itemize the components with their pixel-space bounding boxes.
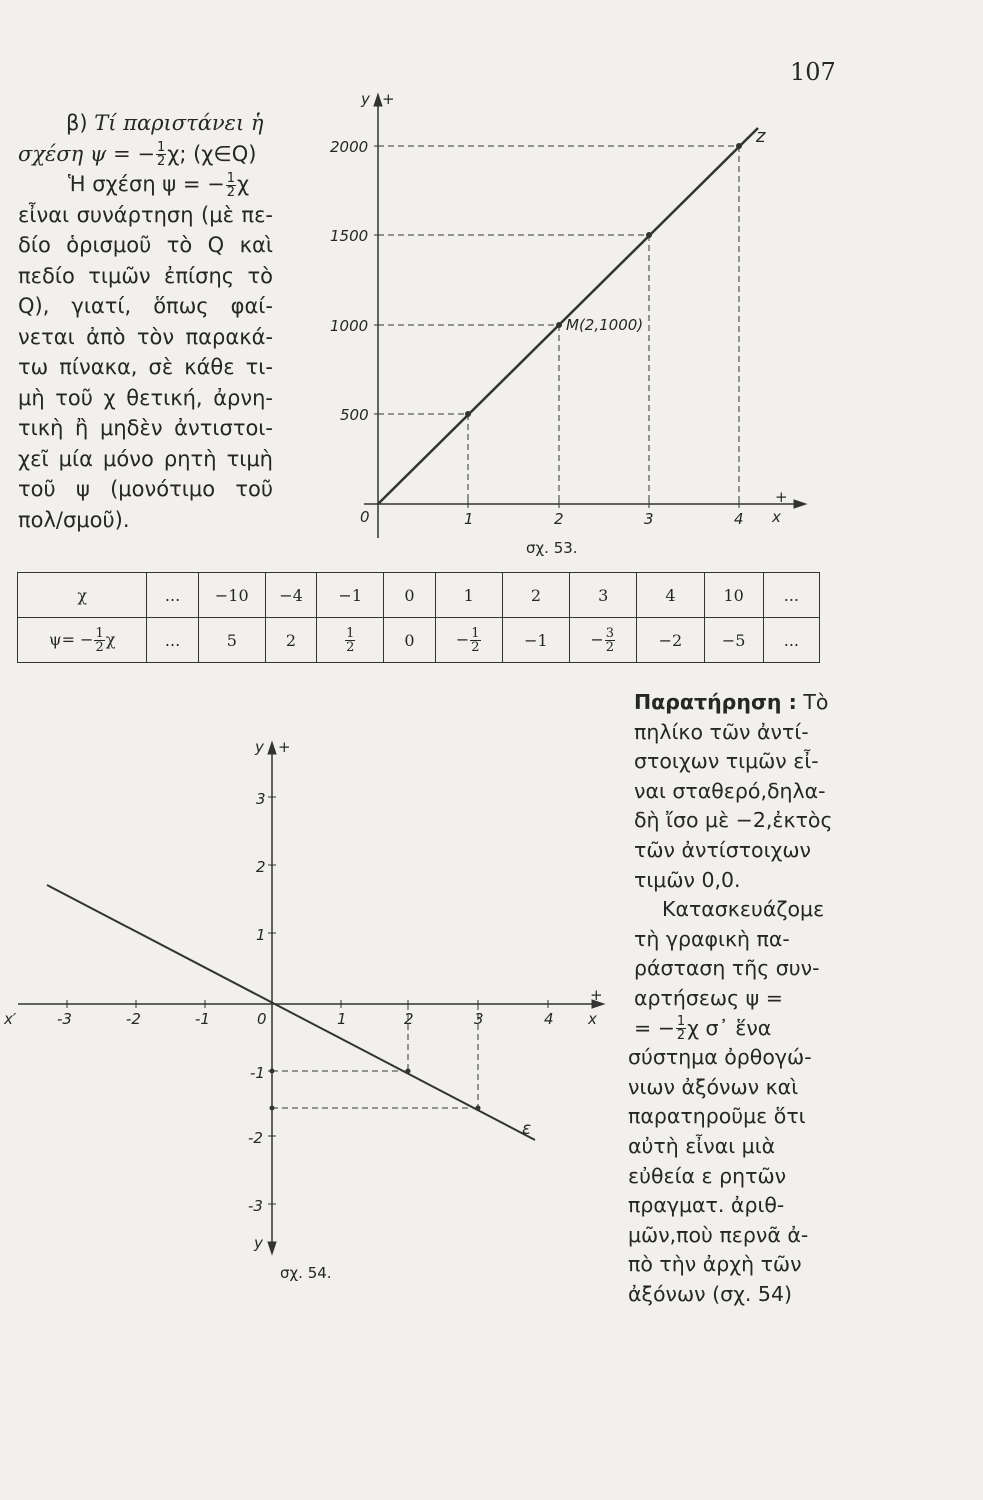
left-line: τω πίνακα, σὲ κάθε τι- xyxy=(18,355,273,379)
table-cell: −5 xyxy=(704,618,763,663)
right-fraction xyxy=(676,1015,686,1042)
fig54-point xyxy=(270,1069,275,1074)
figure-53 xyxy=(330,90,820,565)
table-cell: ... xyxy=(763,618,819,663)
right-frac-a: = − xyxy=(634,1015,675,1040)
fig53-point xyxy=(736,143,742,149)
fig54-line-epsilon xyxy=(47,885,535,1140)
table-cell: ... xyxy=(763,573,819,618)
fig53-tick-label: 1500 xyxy=(330,227,369,245)
fig54-tick-label: 1 xyxy=(256,926,266,944)
right-fraction-line xyxy=(628,1014,826,1044)
right-line: τῶν ἀντίστοιχων xyxy=(634,837,811,862)
frac-denominator: 2 xyxy=(605,639,614,655)
table-cell: −10 xyxy=(198,573,265,618)
right-line: αρτήσεως ψ = xyxy=(634,985,783,1010)
left-line: Q), γιατί, ὅπως φαί- xyxy=(18,294,273,318)
fig54-caption: σχ. 54. xyxy=(280,1264,332,1282)
fig53-y-plus: + xyxy=(382,90,395,108)
right-line: εὐθεία ε ρητῶν xyxy=(628,1163,787,1188)
psi-label-b: χ xyxy=(105,629,116,649)
frac-numerator: 1 xyxy=(676,1014,686,1030)
frac-denominator: 2 xyxy=(676,1028,686,1044)
fig53-point xyxy=(465,411,471,417)
fig53-tick-label: 2000 xyxy=(330,138,369,156)
table-cell: 2 xyxy=(265,618,316,663)
table-header-cell xyxy=(18,618,147,663)
remark-title-line xyxy=(628,688,829,718)
left-line: τοῦ ψ (μονότιμο τοῦ xyxy=(18,477,273,501)
left-line: δίο ὁρισμοῦ τὸ Q καὶ xyxy=(18,233,273,257)
table-cell: 5 xyxy=(198,618,265,663)
left-line: μὴ τοῦ χ θετική, ἀρνη- xyxy=(18,385,273,410)
fig54-x-left-mark: x′ xyxy=(4,1010,17,1028)
fig54-x-plus: + xyxy=(590,986,603,1004)
table-row-psi xyxy=(18,618,820,663)
fig54-tick-label: -2 xyxy=(126,1010,141,1028)
table-cell-fraction xyxy=(435,618,502,663)
frac-denominator: 2 xyxy=(346,639,355,655)
left-line: χεῖ μία μόνο ρητὴ τιμὴ xyxy=(18,446,273,471)
table-cell: −4 xyxy=(265,573,316,618)
figure-54 xyxy=(0,730,620,1290)
right-line: παρατηροῦμε ὅτι xyxy=(628,1104,806,1129)
left-line: πολ/σμοῦ). xyxy=(18,507,130,532)
table-cell: −2 xyxy=(637,618,704,663)
fig54-line-label: ε xyxy=(522,1119,532,1139)
question-text: Τί παριστάνει ἡ xyxy=(94,111,264,135)
question-label: β) xyxy=(66,111,88,135)
right-line: πηλίκο τῶν ἀντί- xyxy=(634,719,809,744)
question-fraction xyxy=(156,141,166,168)
fig54-tick-label: 3 xyxy=(474,1010,484,1028)
frac-numerator: 1 xyxy=(471,625,480,641)
frac-denominator: 2 xyxy=(226,184,235,200)
cell-fraction xyxy=(470,627,480,654)
fig54-tick-label: -2 xyxy=(248,1129,263,1147)
table-cell: ... xyxy=(147,618,198,663)
right-line: δὴ ἴσο μὲ −2,ἐκτὸς xyxy=(634,808,833,833)
fig54-y-arrow-down xyxy=(268,1242,276,1254)
cell-fraction xyxy=(605,627,615,654)
table-cell-fraction xyxy=(317,618,384,663)
fig54-y-label: y xyxy=(255,738,264,756)
left-line: εἶναι συνάρτηση (μὲ πε- xyxy=(18,202,273,227)
table-cell: 0 xyxy=(384,618,435,663)
fig54-point xyxy=(406,1069,411,1074)
right-line: πραγματ. ἀριθ- xyxy=(628,1193,785,1218)
table-cell: ... xyxy=(147,573,198,618)
right-line: αὐτὴ εἶναι μιὰ xyxy=(628,1133,776,1158)
frac-denominator: 2 xyxy=(471,639,480,655)
fig53-tick-label: 2 xyxy=(554,510,564,528)
right-line: Κατασκευάζομε xyxy=(662,897,825,922)
frac-sign: − xyxy=(455,629,470,649)
table-header-cell: χ xyxy=(18,573,147,618)
fig53-tick-label: 4 xyxy=(734,510,744,528)
fig54-tick-label: 1 xyxy=(337,1010,347,1028)
left-line: νεται ἀπὸ τὸν παρακά- xyxy=(18,324,273,349)
question-line xyxy=(18,108,273,139)
fig53-tick-label: 500 xyxy=(340,406,369,424)
table-cell: −1 xyxy=(502,618,569,663)
fig54-tick-label: 2 xyxy=(404,1010,414,1028)
question-relation-a: σχέση ψ = − xyxy=(18,141,155,166)
right-line: ράσταση τῆς συν- xyxy=(634,956,820,981)
fig53-origin: 0 xyxy=(360,508,370,526)
cell-fraction xyxy=(345,627,355,654)
fig54-tick-label: 3 xyxy=(256,790,266,808)
fig54-point xyxy=(476,1106,481,1111)
table-cell: −1 xyxy=(317,573,384,618)
fig53-caption: σχ. 53. xyxy=(526,539,578,557)
right-line: ἀξόνων (σχ. 54) xyxy=(628,1281,793,1306)
frac-numerator: 1 xyxy=(346,625,355,641)
fig54-tick-label: -1 xyxy=(250,1064,265,1082)
fig53-tick-label: 3 xyxy=(644,510,654,528)
fig54-x-label: x xyxy=(588,1010,597,1028)
fig54-origin: 0 xyxy=(257,1010,267,1028)
fig54-y-minus-label: y xyxy=(254,1234,263,1252)
question-relation-b: χ; (χ∈Q) xyxy=(167,141,257,166)
fig54-tick-label: -1 xyxy=(195,1010,210,1028)
right-line: σύστημα ὀρθογώ- xyxy=(628,1045,812,1070)
right-line: τὴ γραφικὴ πα- xyxy=(634,926,790,951)
table-cell: 4 xyxy=(637,573,704,618)
answer-relation-a: Ἡ σχέση ψ = − xyxy=(68,172,225,196)
fig53-line-label: z xyxy=(756,126,766,147)
fig53-x-arrow xyxy=(794,500,806,508)
fig54-tick-label: -3 xyxy=(248,1197,263,1215)
fig53-x-label: x xyxy=(772,508,781,526)
fig54-y-plus: + xyxy=(278,738,291,756)
right-line: πὸ τὴν ἀρχὴ τῶν xyxy=(628,1252,802,1277)
fig53-point-label: M(2,1000) xyxy=(566,316,644,334)
page-number: 107 xyxy=(790,58,836,86)
fig53-x-plus: + xyxy=(775,488,788,506)
answer-relation-b: χ xyxy=(236,172,250,196)
right-line: στοιχων τιμῶν εἶ- xyxy=(634,749,819,774)
right-text-block xyxy=(628,688,833,1309)
right-line: νιων ἀξόνων καὶ xyxy=(628,1074,799,1099)
frac-numerator: 1 xyxy=(95,625,104,641)
frac-denominator: 2 xyxy=(156,154,166,169)
fig54-tick-label: 2 xyxy=(256,858,266,876)
fig54-tick-label: -3 xyxy=(57,1010,72,1028)
fig53-tick-label: 1000 xyxy=(330,317,369,335)
psi-label-a: ψ= − xyxy=(49,629,94,649)
values-table xyxy=(17,572,820,663)
answer-relation xyxy=(18,169,273,200)
table-cell: 2 xyxy=(502,573,569,618)
table-cell: 10 xyxy=(704,573,763,618)
table-cell: 1 xyxy=(435,573,502,618)
right-line: τιμῶν 0,0. xyxy=(634,867,741,892)
frac-numerator: 3 xyxy=(605,625,614,641)
table-cell: 0 xyxy=(384,573,435,618)
remark-title-tail: Τὸ xyxy=(803,690,829,714)
table-cell: 3 xyxy=(570,573,637,618)
frac-numerator: 1 xyxy=(156,140,166,155)
right-line: ναι σταθερό,δηλα- xyxy=(634,778,826,803)
fig54-y-arrow-up xyxy=(268,742,276,754)
right-frac-b: χ σ᾽ ἕνα xyxy=(687,1015,772,1040)
table-row-x xyxy=(18,573,820,618)
psi-label-fraction xyxy=(94,627,104,654)
fig53-tick-label: 1 xyxy=(464,510,474,528)
frac-denominator: 2 xyxy=(95,639,104,655)
table-cell-fraction xyxy=(570,618,637,663)
frac-sign: − xyxy=(590,629,604,649)
left-line: πεδίο τιμῶν ἐπίσης τὸ xyxy=(18,263,273,288)
fig53-y-arrow xyxy=(374,94,382,106)
fig53-point-m xyxy=(556,322,562,328)
fig54-point xyxy=(270,1106,275,1111)
left-text-block xyxy=(18,108,273,535)
left-line: τικὴ ἢ μηδὲν ἀντιστοι- xyxy=(18,416,273,440)
fig53-y-label: y xyxy=(361,90,370,108)
frac-numerator: 1 xyxy=(226,170,235,186)
fig53-point xyxy=(646,232,652,238)
question-relation xyxy=(18,139,273,170)
right-line: μῶν,ποὺ περνᾶ ἀ- xyxy=(628,1222,809,1247)
fig54-tick-label: 4 xyxy=(544,1010,554,1028)
answer-fraction xyxy=(226,172,236,199)
remark-title: Παρατήρηση : xyxy=(634,690,797,714)
